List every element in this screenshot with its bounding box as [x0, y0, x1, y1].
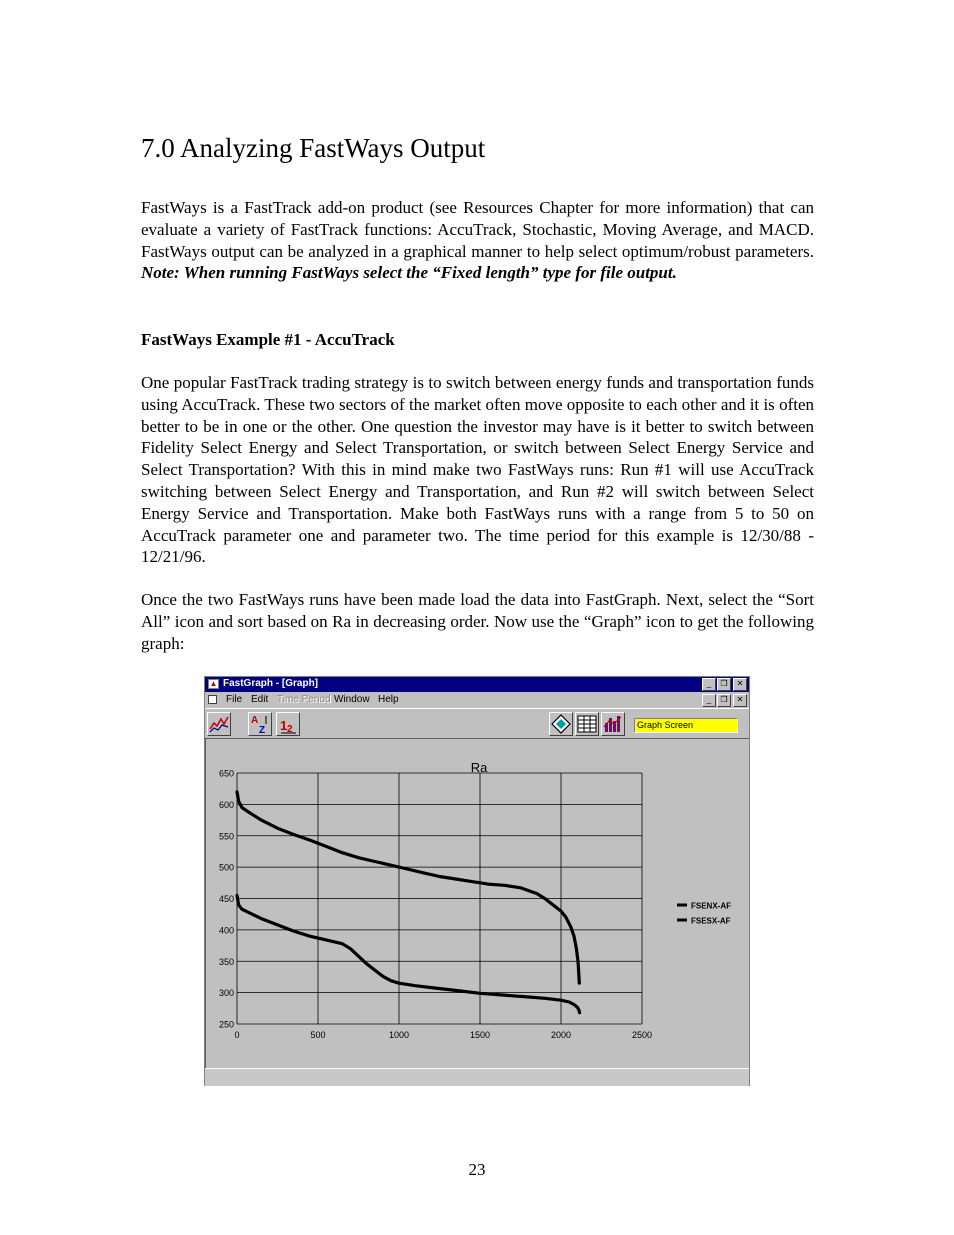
example-heading: FastWays Example #1 - AccuTrack — [141, 330, 395, 349]
y-tick-label: 500 — [218, 862, 234, 873]
doc-close-button[interactable]: ✕ — [733, 694, 747, 707]
menu-help[interactable]: Help — [378, 694, 399, 705]
diamond-button[interactable] — [549, 712, 573, 736]
toolbar — [205, 708, 749, 738]
svg-text:Z: Z — [259, 725, 266, 735]
y-tick-label: 400 — [218, 925, 234, 936]
line-chart-icon — [208, 713, 230, 735]
intro-text: FastWays is a FastTrack add-on product (see Resources Chapter for more information) that can evaluate a variety of FastTrack functions: AccuTrack, Stochastic, Moving Average, and MACD. FastWays output can be analyzed in a graphical manner to help select optimum/robust parameters. — [141, 198, 814, 261]
close-button[interactable]: ✕ — [733, 678, 747, 691]
sort-az-button[interactable] — [248, 712, 272, 736]
window-titlebar — [205, 677, 749, 692]
bar-chart-icon — [602, 713, 624, 735]
legend-label: FSESX-AF — [691, 916, 731, 926]
intro-note: Note: When running FastWays select the “Fixed length” type for file output. — [141, 263, 677, 283]
svg-text:A: A — [251, 715, 259, 726]
y-tick-label: 600 — [218, 799, 234, 810]
document-icon[interactable] — [208, 695, 217, 704]
minimize-button[interactable]: _ — [702, 678, 716, 691]
instructions-paragraph: Once the two FastWays runs have been made load the data into FastGraph. Next, select the “Sort All” icon and sort based on Ra in decreasing order. Now use the “Graph” icon to get the following graph: — [141, 590, 814, 653]
x-tick-label: 2500 — [631, 1030, 653, 1040]
x-tick-label: 1500 — [469, 1030, 491, 1040]
menu-time-period[interactable]: Time Period — [277, 694, 331, 705]
fastgraph-window — [204, 676, 750, 1086]
bar-chart-button[interactable] — [601, 712, 625, 736]
svg-text:1: 1 — [280, 718, 288, 733]
x-tick-label: 1000 — [388, 1030, 410, 1040]
example-paragraph: One popular FastTrack trading strategy is to switch between energy funds and transportation funds using AccuTrack. These two sectors of the market often move opposite to each other and it is often better to be in one or the other. One question the investor may have is it better to switch between Fidelity Select Energy and Select Transportation, or switch between Select Energy Service and Select Transportation? With this in mind make two FastWays runs: Run #1 will use AccuTrack switching between Select Energy and Transportation, and Run #2 will switch between Select Energy Service and Transportation. Make both FastWays runs with a range from 5 to 50 on AccuTrack parameter one and parameter two. The time period for this example is 12/30/88 - 12/21/96. — [141, 373, 814, 567]
window-title: FastGraph - [Graph] — [223, 678, 319, 689]
menu-window[interactable]: Window — [334, 694, 370, 705]
sort-az-icon — [249, 713, 271, 735]
page-title: 7.0 Analyzing FastWays Output — [141, 133, 486, 163]
menu-file[interactable]: File — [226, 694, 243, 705]
restore-button[interactable]: ❐ — [717, 678, 731, 691]
menu-edit[interactable]: Edit — [251, 694, 269, 705]
y-tick-label: 250 — [218, 1019, 234, 1030]
doc-restore-button[interactable]: ❐ — [717, 694, 731, 707]
chart-title: Ra — [470, 760, 488, 775]
window-controls — [701, 678, 747, 691]
y-tick-label: 350 — [218, 956, 234, 967]
y-tick-label: 550 — [218, 831, 234, 842]
sort-numeric-button[interactable] — [276, 712, 300, 736]
table-grid-button[interactable] — [575, 712, 599, 736]
document-window-controls — [701, 694, 747, 707]
y-tick-label: 450 — [218, 894, 234, 904]
x-tick-label: 2000 — [550, 1030, 572, 1040]
y-tick-label: 650 — [218, 768, 234, 779]
ra-chart — [205, 738, 749, 1068]
y-tick-label: 300 — [218, 988, 234, 999]
line-chart-button[interactable] — [207, 712, 231, 736]
menu-bar — [205, 692, 749, 708]
x-tick-label: 500 — [310, 1030, 326, 1040]
sort-numeric-icon — [277, 713, 299, 735]
intro-paragraph — [141, 197, 814, 284]
legend-label: FSENX-AF — [691, 901, 731, 911]
doc-minimize-button[interactable]: _ — [702, 694, 716, 707]
svg-text:2: 2 — [287, 724, 293, 735]
table-grid-icon — [576, 713, 598, 735]
fastgraph-app-icon: ▲ — [209, 679, 218, 688]
diamond-icon — [550, 713, 572, 735]
graph-screen-field[interactable]: Graph Screen — [634, 718, 738, 733]
status-strip — [205, 1068, 749, 1086]
x-tick-label: 0 — [234, 1030, 240, 1040]
page-number: 23 — [468, 1160, 486, 1179]
